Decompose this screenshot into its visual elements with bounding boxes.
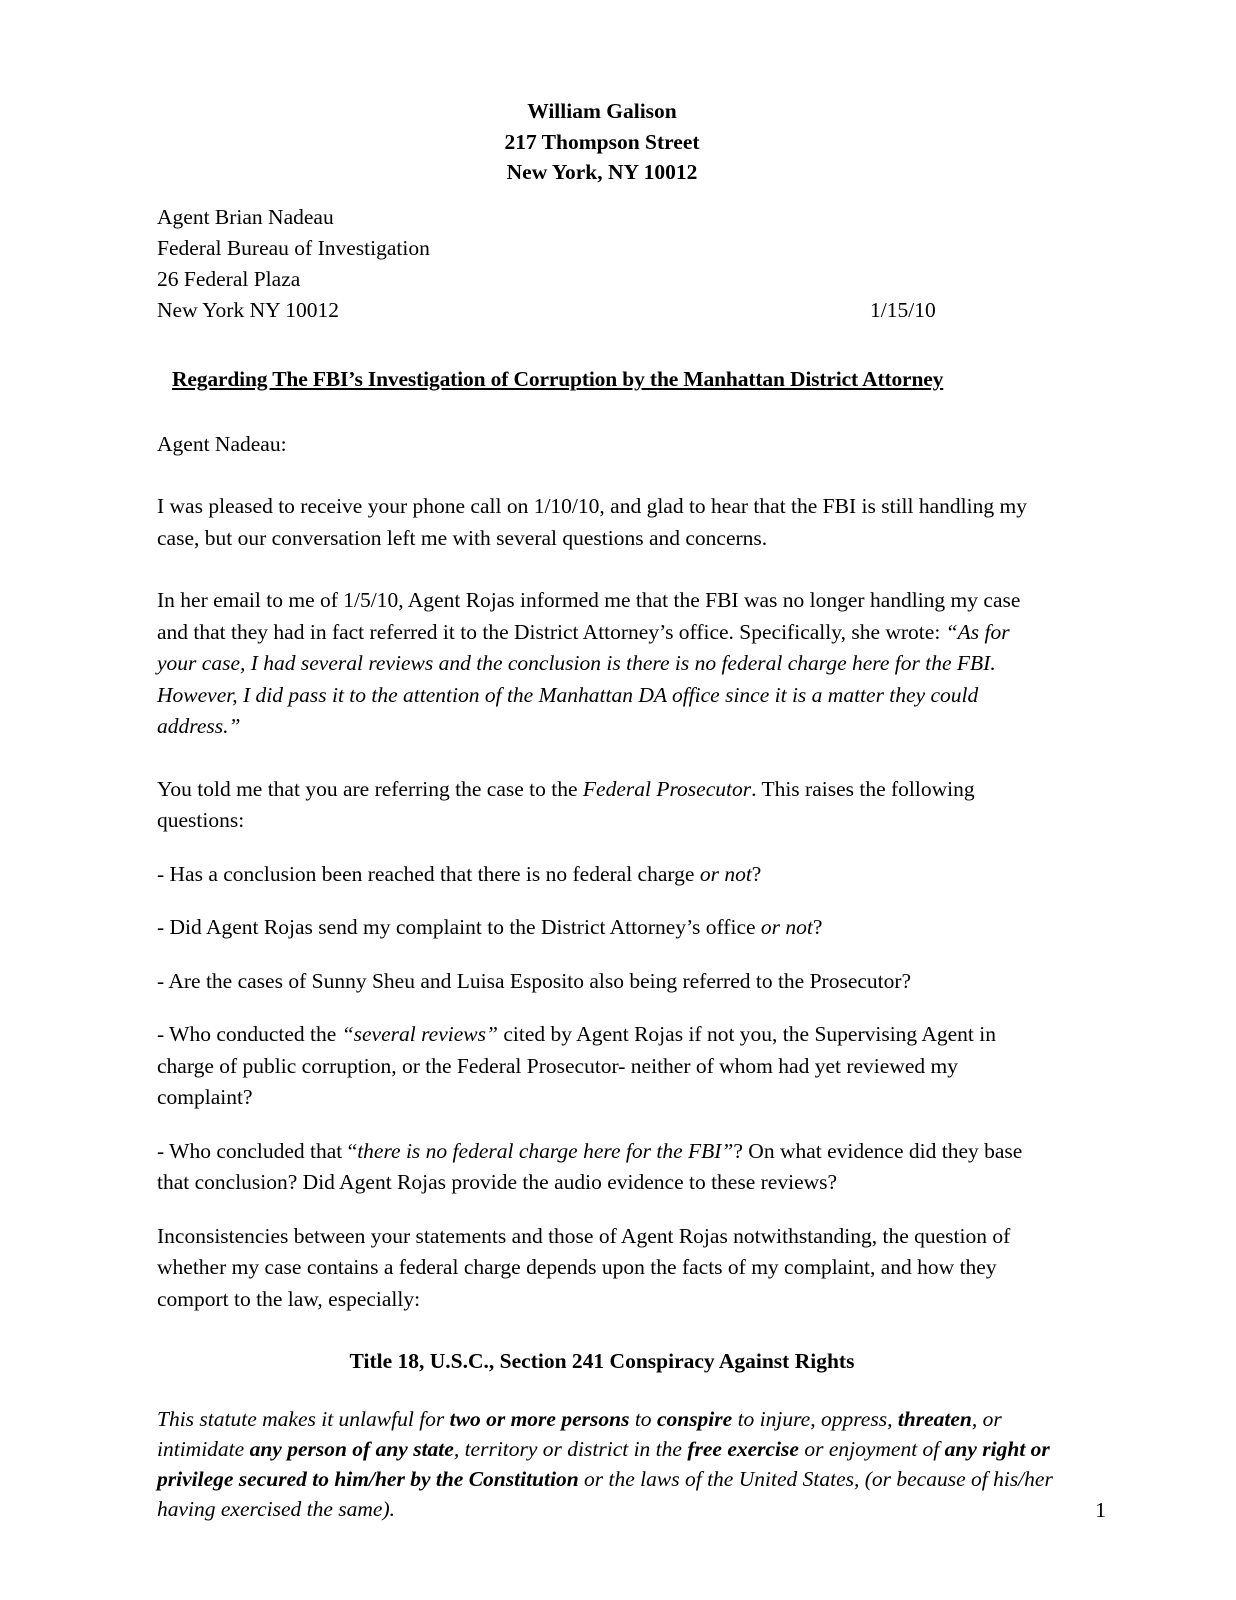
question-text-before: - Who concluded that “ xyxy=(157,1138,358,1163)
recipient-city-state-zip: New York NY 10012 xyxy=(157,297,339,322)
page-number: 1 xyxy=(1095,1498,1106,1522)
statute-emphasis: threaten xyxy=(897,1407,972,1431)
question-item xyxy=(157,1019,1047,1114)
recipient-city-line xyxy=(157,295,1047,326)
question-text-after: ? On what evidence did they base that conclusion? Did Agent Rojas provide the audio evidence to these reviews? xyxy=(157,1138,1023,1194)
question-text-before: - Who conducted the xyxy=(157,1022,342,1046)
statute-emphasis: any right or privilege secured to him/her by the Constitution xyxy=(157,1437,1050,1491)
recipient-street: 26 Federal Plaza xyxy=(157,266,301,291)
sender-street: 217 Thompson Street xyxy=(504,129,700,154)
statute-emphasis: any person of any state xyxy=(249,1437,454,1461)
statute-text: to injure, oppress, xyxy=(732,1407,898,1431)
question-text-italic: “several reviews” xyxy=(341,1022,498,1046)
subject-heading: Regarding The FBI’s Investigation of Corruption by the Manhattan District Attorney xyxy=(172,366,944,391)
letter-content xyxy=(157,96,1053,1524)
statute-text: to xyxy=(629,1407,657,1431)
question-text-before: - Has a conclusion been reached that there is no federal charge xyxy=(157,861,700,886)
statute-emphasis: conspire xyxy=(656,1407,733,1431)
email-quoted-text: “As for your case, I had several reviews and the conclusion is there is no federal charge here for the FBI. However, I did pass it to the attention of the Manhattan DA office since it is a matter they could address.” xyxy=(157,619,1010,738)
statute-emphasis: two or more persons xyxy=(449,1407,630,1431)
recipient-block xyxy=(157,202,1047,326)
salutation: Agent Nadeau: xyxy=(157,431,287,456)
referral-lead-text: You told me that you are referring the case to the xyxy=(157,776,583,801)
statute-body xyxy=(157,1404,1057,1524)
statute-emphasis: free exercise xyxy=(687,1437,799,1461)
sender-name: William Galison xyxy=(527,99,677,123)
email-intro-text: In her email to me of 1/5/10, Agent Rojas informed me that the FBI was no longer handling my case and that they had in fact referred it to the District Attorney’s office. Specifically, she wrote: xyxy=(157,588,1021,644)
federal-prosecutor-emphasis: Federal Prosecutor xyxy=(582,776,752,801)
statute-text: , territory or district in the xyxy=(453,1437,688,1461)
statute-text: or enjoyment of xyxy=(798,1437,945,1461)
letter-date: 1/15/10 xyxy=(870,297,936,322)
question-text-before: - Did Agent Rojas send my complaint to the District Attorney’s office xyxy=(157,915,761,939)
question-text-after: ? xyxy=(751,861,762,886)
paragraph-referral xyxy=(157,774,1047,837)
question-text-after: ? xyxy=(812,915,823,939)
question-text-after: cited by Agent Rojas if not you, the Supervising Agent in charge of public corruption, or the Federal Prosecutor- neither of whom had yet reviewed my complaint? xyxy=(157,1022,996,1109)
paragraph-email-quote xyxy=(157,585,1047,743)
question-text-italic: there is no federal charge here for the FBI” xyxy=(357,1138,734,1163)
recipient-name: Agent Brian Nadeau xyxy=(157,204,334,229)
letterhead-block xyxy=(157,96,1047,188)
recipient-organization: Federal Bureau of Investigation xyxy=(157,235,430,260)
question-item xyxy=(157,966,1047,998)
statute-text: , or intimidate xyxy=(157,1407,1002,1461)
question-item xyxy=(157,1136,1047,1199)
statute-title: Title 18, U.S.C., Section 241 Conspiracy Against Rights xyxy=(349,1349,855,1373)
question-item xyxy=(157,859,1047,891)
paragraph-closing-lead: Inconsistencies between your statements and those of Agent Rojas notwithstanding, the question of whether my case contains a federal charge depends upon the facts of my complaint, and how they comport to the law, especially: xyxy=(157,1223,1011,1311)
statute-text: or the laws of the United States, (or because of his/her having exercised the same). xyxy=(157,1467,1053,1521)
question-text-italic: or not xyxy=(699,861,752,886)
referral-trailing-text: . This raises the following questions: xyxy=(157,776,975,832)
questions-list xyxy=(157,859,1047,1199)
question-item xyxy=(157,912,1047,944)
statute-text: This statute makes it unlawful for xyxy=(157,1407,450,1431)
sender-city-state-zip: New York, NY 10012 xyxy=(506,160,698,184)
question-text-before: - Are the cases of Sunny Sheu and Luisa Esposito also being referred to the Prosecutor? xyxy=(157,968,912,993)
paragraph-opening: I was pleased to receive your phone call on 1/10/10, and glad to hear that the FBI is still handling my case, but our conversation left me with several questions and concerns. xyxy=(157,494,1027,550)
question-text-italic: or not xyxy=(760,915,813,939)
